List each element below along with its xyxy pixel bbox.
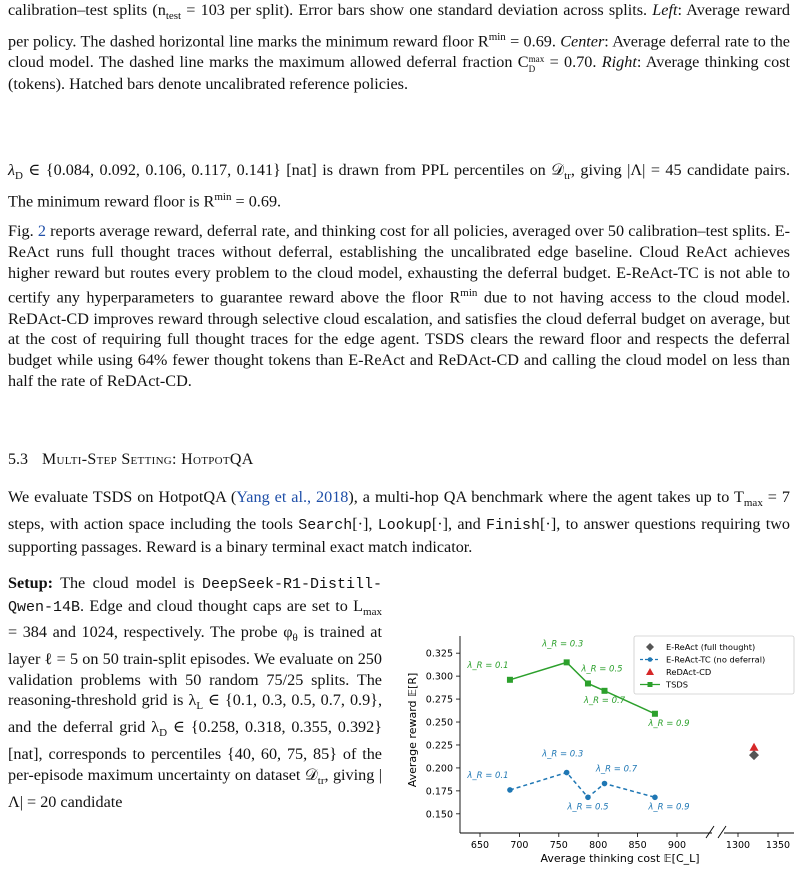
figure-reference-link[interactable]: 2 xyxy=(37,222,46,240)
legend-label: E-ReAct (full thought) xyxy=(666,642,756,652)
y-tick-label: 0.200 xyxy=(425,763,453,775)
legend-label: E-ReAct-TC (no deferral) xyxy=(666,654,766,665)
legend-marker xyxy=(648,657,653,662)
ereact-tc-annotation: λ_R = 0.3 xyxy=(542,749,584,760)
y-tick-label: 0.300 xyxy=(425,671,453,683)
reward-vs-cost-chart xyxy=(402,630,798,870)
ereact-tc-annotation: λ_R = 0.7 xyxy=(595,764,638,775)
setup-paragraph: Setup: The cloud model is DeepSeek-R1-Distill-Qwen-14B. Edge and cloud thought caps are set to $L_{max} = 384$ and 1024, respectively. The probe $\varphi_\theta$ is trained at layer ℓ = 5 on 50 train-split episodes. We evaluate on 250 validation problems with 50 random 75/25 splits. The reasoning-threshold grid is $\lambda_L$ ∈ {0.1, 0.3, 0.5, 0.7, 0.9}, and the deferral grid $\lambda_D$ ∈ {0.258, 0.318, 0.355, 0.392} [nat], corresponds to percentiles {40, 60, 75, 85} of the per-episode maximum uncertainty on dataset 𝒟$_{tr}$, giving |Λ| = 20 candidate xyxy=(8,574,382,811)
tsds-point xyxy=(602,688,608,694)
x-axis-label: Average thinking cost 𝔼[C_L] xyxy=(540,852,700,865)
x-tick-label: 850 xyxy=(628,840,647,851)
figure-caption: calibration–test splits ($n_{test} = 103$ per split). Error bars show one standard deviation across splits. Left: Average reward per policy. The dashed horizontal line marks the minimum reward floor $R^{min} = 0.69$. Center: Average deferral rate to the cloud model. The dashed line marks the maximum allowed deferral fraction C max D = 0.70. Right: Average thinking cost (tokens). Hatched bars denote uncalibrated reference policies. xyxy=(8,1,790,93)
tsds-annotation: λ_R = 0.3 xyxy=(542,639,584,650)
ereact-point xyxy=(749,750,759,760)
legend-label: ReDAct-CD xyxy=(666,667,712,677)
tsds-point xyxy=(585,680,591,686)
ereact-tc-point xyxy=(564,770,570,776)
y-tick-label: 0.175 xyxy=(425,786,453,798)
paragraph-lambda-d: $\lambda_D$ ∈ {0.084, 0.092, 0.106, 0.117, 0.141} [nat] is drawn from PPL percentiles on 𝒟$_{tr}$, giving |Λ| = 45 candidate pairs. The minimum reward floor is $R^{min} = 0.69$. xyxy=(8,161,790,211)
x-tick-label: 1300 xyxy=(725,840,751,851)
tsds-annotation: λ_R = 0.5 xyxy=(581,664,623,675)
y-tick-label: 0.150 xyxy=(425,809,453,821)
ereact-tc-point xyxy=(507,787,513,793)
chart-svg xyxy=(402,630,798,870)
x-tick-label: 800 xyxy=(589,840,608,851)
y-tick-label: 0.325 xyxy=(425,648,453,660)
ereact-tc-annotation: λ_R = 0.1 xyxy=(467,770,509,781)
x-tick-label: 900 xyxy=(667,840,687,851)
section-heading: 5.3 Multi-Step Setting: HotpotQA xyxy=(8,451,254,468)
tsds-annotation: λ_R = 0.1 xyxy=(467,660,509,671)
citation-link[interactable]: Yang et al., 2018 xyxy=(236,488,349,506)
axis-break-mark xyxy=(706,826,714,838)
ereact-tc-point xyxy=(652,794,658,800)
tsds-annotation: λ_R = 0.9 xyxy=(648,718,690,729)
x-tick-label: 700 xyxy=(510,840,529,851)
tsds-point xyxy=(507,677,513,683)
tsds-annotation: λ_R = 0.7 xyxy=(583,695,626,706)
ereact-tc-annotation: λ_R = 0.5 xyxy=(567,802,609,813)
tsds-point xyxy=(564,659,570,665)
x-tick-label: 650 xyxy=(470,840,490,851)
y-tick-label: 0.275 xyxy=(425,694,453,706)
y-tick-label: 0.225 xyxy=(425,740,453,752)
paragraph-hotpotqa: We evaluate TSDS on HotpotQA (Yang et al., 2018), a multi-hop QA benchmark where the agent takes up to $T_{max} = 7$ steps, with action space including the tools Search[·], Lookup[·], and Finish[·], to answer questions requiring two supporting passages. Reward is a binary terminal exact match indicator. xyxy=(8,488,791,556)
ereact-tc-annotation: λ_R = 0.9 xyxy=(648,802,690,813)
paragraph-results: Fig. 2 reports average reward, deferral rate, and thinking cost for all policies, averaged over 50 calibration–test splits. E-ReAct runs full thought traces without deferral, establishing the uncalibrated edge baseline. Cloud ReAct achieves higher reward but routes every problem to the cloud model, exhausting the deferral budget. E-ReAct-TC is not able to certify any hyperparameters to guarantee reward above the floor $R^{min}$ due to not having access to the cloud model. ReDAct-CD improves reward through selective cloud escalation, and satisfies the cloud deferral budget on average, but at the cost of requiring full thought traces for the edge agent. TSDS clears the reward floor and respects the deferral budget while using 64% fewer thought tokens than E-ReAct and ReDAct-CD and calling the cloud model on less than half the rate of ReDAct-CD. xyxy=(8,222,790,390)
redact-point xyxy=(750,743,759,751)
ereact-tc-point xyxy=(585,794,591,800)
ereact-tc-point xyxy=(602,781,608,787)
axis-break-mark xyxy=(718,826,726,838)
tsds-point xyxy=(652,711,658,717)
legend-label: TSDS xyxy=(666,679,688,690)
legend-marker xyxy=(648,682,653,687)
x-tick-label: 750 xyxy=(549,840,568,851)
ereact-tc-line xyxy=(510,773,655,798)
x-tick-label: 1350 xyxy=(765,840,791,851)
y-axis-label: Average reward 𝔼[R] xyxy=(406,672,419,788)
y-tick-label: 0.250 xyxy=(425,717,453,729)
